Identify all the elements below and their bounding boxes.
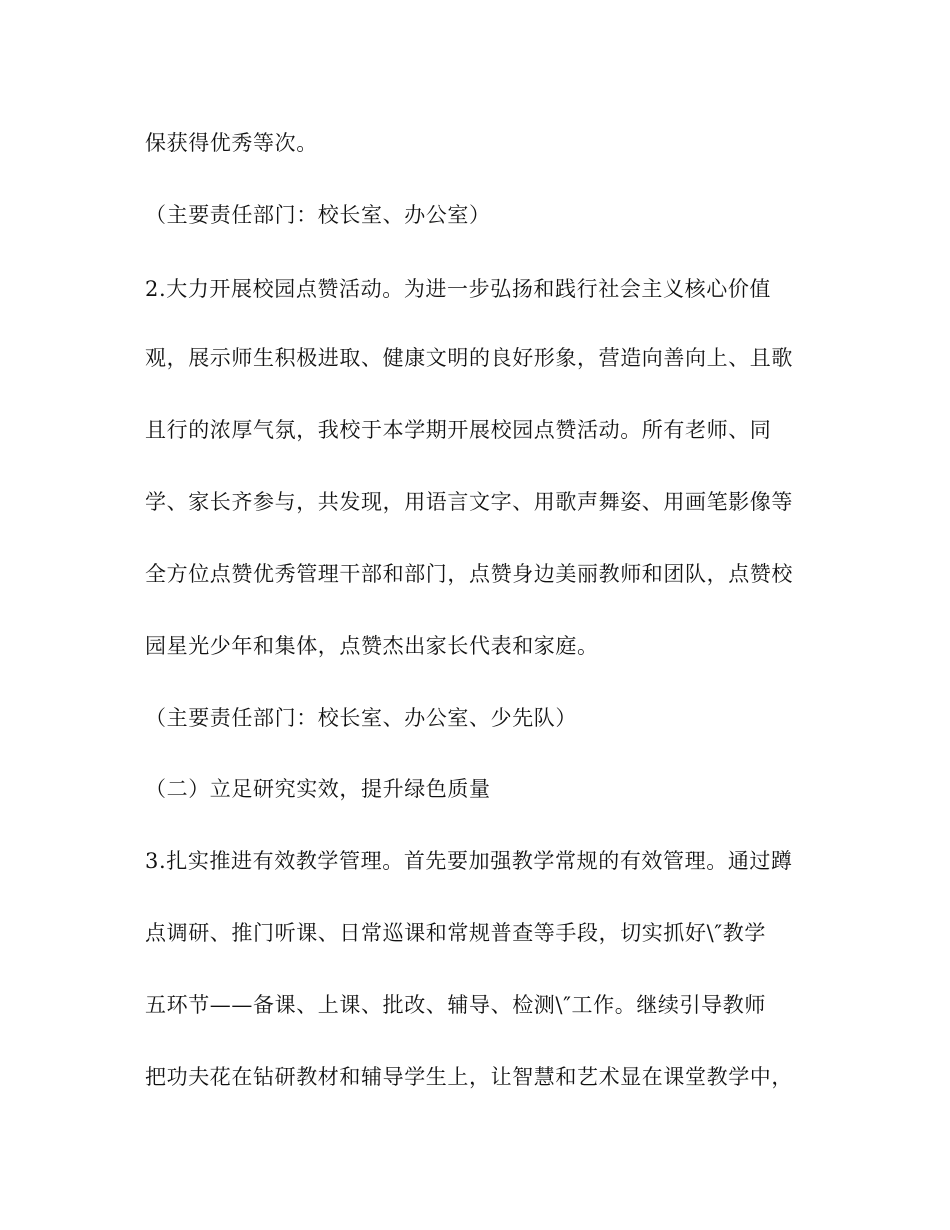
text-line: 保获得优秀等次。 [145, 131, 318, 155]
text-line: 把功夫花在钻研教材和辅导学生上，让智慧和艺术显在课堂教学中， [145, 1065, 793, 1089]
text-line: 点调研、推门听课、日常巡课和常规普查等手段，切实抓好\″教学 [145, 921, 766, 945]
text-line: 五环节——备课、上课、批改、辅导、检测\″工作。继续引导教师 [145, 993, 766, 1017]
item-heading-3: 3.扎实推进有效教学管理。首先要加强教学常规的有效管理。通过蹲 [145, 849, 793, 873]
text-line: 学、家长齐参与，共发现，用语言文字、用歌声舞姿、用画笔影像等 [145, 490, 793, 514]
responsibility-note: （主要责任部门：校长室、办公室） [145, 203, 491, 227]
responsibility-note: （主要责任部门：校长室、办公室、少先队） [145, 706, 577, 730]
text-line: 全方位点赞优秀管理干部和部门，点赞身边美丽教师和团队，点赞校 [145, 562, 793, 586]
item-heading-2: 2.大力开展校园点赞活动。为进一步弘扬和践行社会主义核心价值 [145, 277, 772, 301]
text-line: 观，展示师生积极进取、健康文明的良好形象，营造向善向上、且歌 [145, 346, 793, 370]
text-line: 且行的浓厚气氛，我校于本学期开展校园点赞活动。所有老师、同 [145, 418, 772, 442]
section-heading: （二）立足研究实效，提升绿色质量 [145, 777, 491, 801]
text-line: 园星光少年和集体，点赞杰出家长代表和家庭。 [145, 634, 599, 658]
